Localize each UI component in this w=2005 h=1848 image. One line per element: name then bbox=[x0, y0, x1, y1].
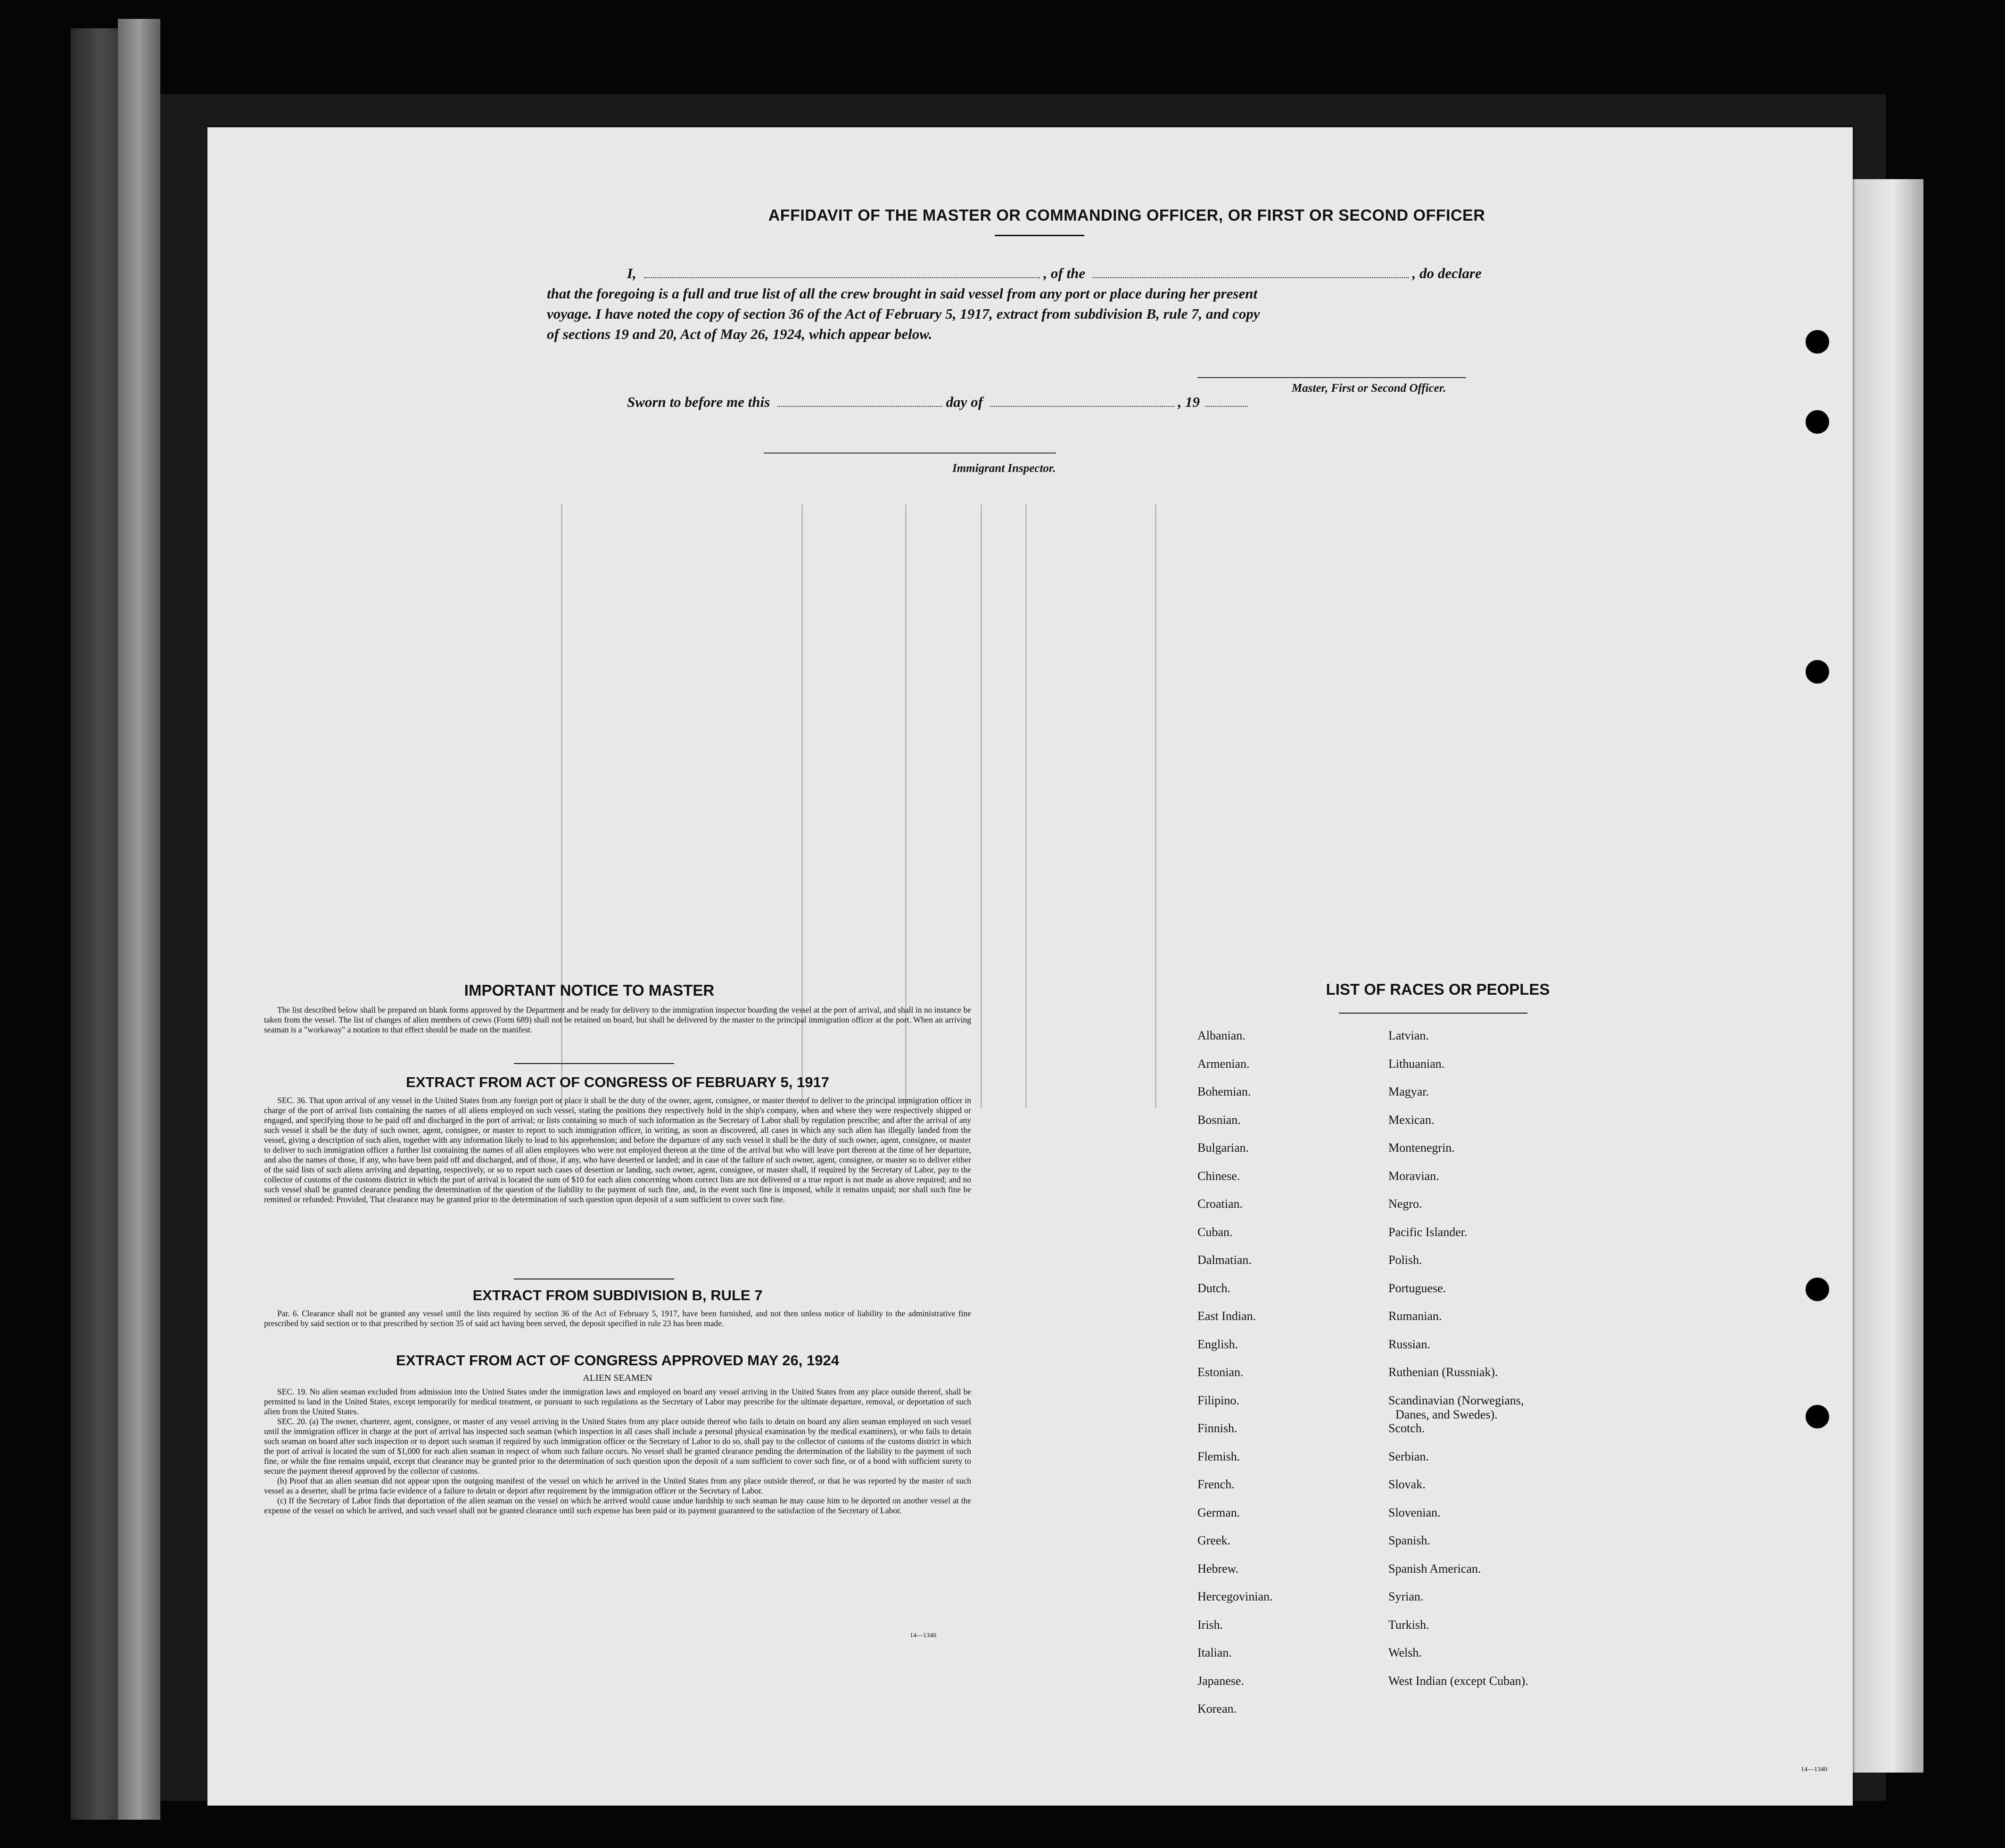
scan-edge-right bbox=[1848, 179, 1923, 1773]
race-item: Slovenian. bbox=[1388, 1505, 1441, 1519]
race-item: Bosnian. bbox=[1197, 1113, 1241, 1127]
year-blank[interactable] bbox=[1205, 396, 1248, 407]
race-item: Welsh. bbox=[1388, 1646, 1422, 1659]
race-item: Scotch. bbox=[1388, 1421, 1425, 1435]
sec-20c-paragraph: (c) If the Secretary of Labor finds that deportation of the alien seaman on the vessel on which he arrived would cause undue hardship to such seaman he may cause him to be deported on another vessel at the expense of the vessel on which he arrived, and such vessel shall not be granted clearance until such expense has been paid or its payment guaranteed to the satisfaction of the Secretary of Labor. bbox=[264, 1496, 971, 1515]
race-item: Greek. bbox=[1197, 1534, 1231, 1547]
race-item: Spanish. bbox=[1388, 1534, 1430, 1547]
race-item: Pacific Islander. bbox=[1388, 1225, 1468, 1239]
inspector-signature-label: Immigrant Inspector. bbox=[952, 462, 1056, 475]
race-item: Japanese. bbox=[1197, 1674, 1244, 1688]
race-item: Latvian. bbox=[1388, 1029, 1429, 1042]
race-item: Filipino. bbox=[1197, 1393, 1239, 1407]
races-title: LIST OF RACES OR PEOPLES bbox=[1326, 981, 1550, 998]
race-item: Irish. bbox=[1197, 1617, 1223, 1632]
race-item: Rumanian. bbox=[1388, 1309, 1442, 1323]
scan-binding-strip bbox=[118, 19, 160, 1820]
race-item: Negro. bbox=[1388, 1197, 1422, 1211]
race-item: Italian. bbox=[1197, 1646, 1232, 1659]
race-item: Serbian. bbox=[1388, 1449, 1429, 1463]
race-item: Flemish. bbox=[1197, 1449, 1240, 1463]
race-item: West Indian (except Cuban). bbox=[1388, 1674, 1528, 1688]
race-item: Portuguese. bbox=[1388, 1281, 1446, 1295]
extract-rule7-text bbox=[264, 1309, 971, 1328]
sworn-text: , 19 bbox=[1178, 394, 1200, 410]
vessel-blank[interactable] bbox=[1093, 267, 1409, 278]
race-item: East Indian. bbox=[1197, 1309, 1256, 1323]
race-item: German. bbox=[1197, 1505, 1240, 1519]
notice-text bbox=[264, 1005, 971, 1035]
alien-seamen-subtitle: ALIEN SEAMEN bbox=[583, 1373, 652, 1383]
affidavit-line-4: of sections 19 and 20, Act of May 26, 1924, which appear below. bbox=[547, 326, 932, 342]
affidavit-text: , of the bbox=[1043, 265, 1086, 281]
punch-hole-icon bbox=[1806, 1278, 1829, 1301]
race-item: Dutch. bbox=[1197, 1281, 1231, 1295]
race-item: Montenegrin. bbox=[1388, 1141, 1455, 1155]
master-signature-line[interactable] bbox=[1197, 377, 1466, 378]
race-item: Armenian. bbox=[1197, 1056, 1250, 1071]
race-item: English. bbox=[1197, 1337, 1238, 1351]
race-item: Spanish American. bbox=[1388, 1561, 1481, 1576]
race-item: Hercegovinian. bbox=[1197, 1590, 1273, 1603]
race-item: Bohemian. bbox=[1197, 1085, 1251, 1098]
race-item: Scandinavian (Norwegians, bbox=[1388, 1393, 1524, 1407]
race-item: Turkish. bbox=[1388, 1617, 1429, 1632]
section-rule bbox=[514, 1063, 674, 1064]
name-blank[interactable] bbox=[644, 267, 1040, 278]
race-item: Croatian. bbox=[1197, 1197, 1243, 1211]
race-item: Hebrew. bbox=[1197, 1561, 1239, 1576]
punch-hole-icon bbox=[1806, 1405, 1829, 1428]
punch-hole-icon bbox=[1806, 660, 1829, 684]
race-item: Chinese. bbox=[1197, 1169, 1240, 1183]
affidavit-line-2: that the foregoing is a full and true list of all the crew brought in said vessel from any port or place during her present bbox=[547, 285, 1258, 302]
extract-1924-title: EXTRACT FROM ACT OF CONGRESS APPROVED MAY 26, 1924 bbox=[396, 1352, 839, 1369]
extract-1917-title: EXTRACT FROM ACT OF CONGRESS OF FEBRUARY 5, 1917 bbox=[406, 1074, 829, 1090]
section-rule bbox=[1339, 1013, 1527, 1014]
punch-hole-icon bbox=[1806, 330, 1829, 354]
extract-1924-text bbox=[264, 1387, 971, 1516]
race-item: Slovak. bbox=[1388, 1477, 1426, 1491]
master-signature-label: Master, First or Second Officer. bbox=[1292, 382, 1446, 395]
race-item: Syrian. bbox=[1388, 1590, 1424, 1603]
sec-20b-paragraph: (b) Proof that an alien seaman did not appear upon the outgoing manifest of the vessel on which he arrived in the United States from any place outside thereof, or that he was reported by the master of such vessel as a deserter, shall be prima facie evidence of a failure to detain or deport after requirement by the immigration officer or the Secretary of Labor. bbox=[264, 1476, 971, 1495]
day-blank[interactable] bbox=[777, 396, 942, 407]
race-item: French. bbox=[1197, 1477, 1235, 1491]
sworn-line bbox=[627, 394, 1248, 411]
notice-paragraph: The list described below shall be prepared on blank forms approved by the Department and be ready for delivery to the immigration inspector boarding the vessel at the port of arrival, and shall in no instance be taken from the vessel. The list of changes of alien members of crews (Form 689) shall not be retained on board, but shall be delivered by the master to the principal immigration officer at the port. When an arriving seaman is a "workaway" a notation to that effect should be made on the manifest. bbox=[264, 1005, 971, 1034]
title-rule bbox=[995, 235, 1084, 236]
punch-hole-icon bbox=[1806, 410, 1829, 434]
notice-title: IMPORTANT NOTICE TO MASTER bbox=[464, 982, 715, 999]
affidavit-text: I, bbox=[627, 265, 636, 281]
document-page bbox=[207, 127, 1853, 1806]
affidavit-text: , do declare bbox=[1412, 265, 1482, 281]
form-number: 14—1340 bbox=[1801, 1766, 1827, 1773]
faint-column-rule bbox=[981, 504, 982, 1108]
extract-1917-text bbox=[264, 1096, 971, 1204]
faint-column-rule bbox=[1025, 504, 1027, 1108]
race-item: Magyar. bbox=[1388, 1085, 1429, 1098]
race-item: Lithuanian. bbox=[1388, 1056, 1445, 1071]
sec-20a-paragraph: SEC. 20. (a) The owner, charterer, agent, consignee, or master of any vessel arriving in the United States from any place outside thereof who fails to detain on board any alien seaman employed on such vessel until the immigration officer in charge at the port of arrival has inspected such seaman (which inspection in all cases shall include a personal physical examination by the medical examiners), or who fails to detain such seaman on board after such inspection or to deport such seaman if required by such immigration officer or the Secretary of Labor to do so, shall pay to the collector of customs of the customs district in which the port of arrival is located the sum of $1,000 for each alien seaman in respect of whom such failure occurs. No vessel shall be granted clearance pending the determination of the liability to the payment of such fine, or while the fine remains unpaid, except that clearance may be granted prior to the determination of such question upon the deposit of a sum sufficient to cover such fine, or of a bond with sufficient surety to secure the payment thereof approved by the collector of customs. bbox=[264, 1417, 971, 1476]
form-number: 14—1340 bbox=[910, 1632, 936, 1639]
race-item: Ruthenian (Russniak). bbox=[1388, 1365, 1498, 1379]
inspector-signature-line[interactable] bbox=[764, 453, 1056, 454]
affidavit-line-1 bbox=[627, 265, 1702, 282]
extract-rule7-title: EXTRACT FROM SUBDIVISION B, RULE 7 bbox=[472, 1287, 763, 1304]
race-item: Moravian. bbox=[1388, 1169, 1439, 1183]
race-item: Korean. bbox=[1197, 1702, 1237, 1716]
race-item: Dalmatian. bbox=[1197, 1253, 1252, 1267]
faint-column-rule bbox=[1155, 504, 1156, 1108]
race-item: Polish. bbox=[1388, 1253, 1422, 1267]
race-item: Russian. bbox=[1388, 1337, 1430, 1351]
sworn-text: Sworn to before me this bbox=[627, 394, 770, 410]
sec-36-paragraph: SEC. 36. That upon arrival of any vessel in the United States from any foreign port or place it shall be the duty of the owner, agent, consignee, or master thereof to deliver to the principal immigration officer in charge of the port of arrival lists containing the names of all aliens employed on such vessel, stating the positions they respectively hold in the ship's company, when and where they were respectively shipped or engaged, and specifying those to be paid off and discharged in the port of arrival; or lists containing so much of such information as the Secretary of Labor shall by regulation prescribe; and after the arrival of any such vessel it shall be the duty of such owner, agent, consignee, or master to report to such immigration officer, in writing, as soon as discovered, all cases in which any such alien has illegally landed from the vessel, giving a description of such alien, together with any information likely to lead to his apprehension; and before the departure of any such vessel it shall be the duty of such owner, agent, consignee, or master to deliver to such immigration officer a further list containing the names of all alien employees who were not employed thereon at the time of the arrival but who will leave port thereon at the time of her departure, and also the names of those, if any, who have been paid off and discharged, and of those, if any, who have deserted or landed; and in case of the failure of such owner, agent, consignee, or master so to deliver either of the said lists of such aliens arriving and departing, respectively, or so to report such cases of desertion or landing, such owner, agent, consignee, or master shall, if required by the Secretary of Labor, pay to the collector of customs of the customs district in which the port of arrival is located the sum of $10 for each alien concerning whom correct lists are not delivered or a true report is not made as above required; and no such vessel shall be granted clearance pending the determination of the question of the liability to the payment of such fine, and, in the event such fine is imposed, while it remains unpaid; nor shall such fine be remitted or refunded: Provided, That clearance may be granted prior to the determination of such question upon deposit of a sum sufficient to cover such fine. bbox=[264, 1096, 971, 1204]
month-blank[interactable] bbox=[990, 396, 1174, 407]
par-6-paragraph: Par. 6. Clearance shall not be granted any vessel until the lists required by section 36 of the Act of February 5, 1917, have been furnished, and not then unless notice of liability to the administrative fine prescribed by said section or to that prescribed by section 35 of said act having been served, the deposit specified in rule 23 has been made. bbox=[264, 1309, 971, 1328]
race-item: Danes, and Swedes). bbox=[1395, 1407, 1498, 1421]
race-item: Estonian. bbox=[1197, 1365, 1244, 1379]
sec-19-paragraph: SEC. 19. No alien seaman excluded from admission into the United States under the immigration laws and employed on board any vessel arriving in the United States from any place outside thereof, shall be permitted to land in the United States, except temporarily for medical treatment, or pursuant to such regulations as the Secretary of Labor may prescribe for the ultimate departure, removal, or deportation of such alien from the United States. bbox=[264, 1387, 971, 1416]
affidavit-title: AFFIDAVIT OF THE MASTER OR COMMANDING OFFICER, OR FIRST OR SECOND OFFICER bbox=[768, 206, 1485, 224]
race-item: Cuban. bbox=[1197, 1225, 1233, 1239]
affidavit-line-3: voyage. I have noted the copy of section 36 of the Act of February 5, 1917, extract from subdivision B, rule 7, and copy bbox=[547, 305, 1260, 322]
race-item: Albanian. bbox=[1197, 1029, 1246, 1042]
sworn-text: day of bbox=[946, 394, 983, 410]
race-item: Bulgarian. bbox=[1197, 1141, 1249, 1155]
race-item: Finnish. bbox=[1197, 1421, 1238, 1435]
race-item: Mexican. bbox=[1388, 1113, 1435, 1127]
